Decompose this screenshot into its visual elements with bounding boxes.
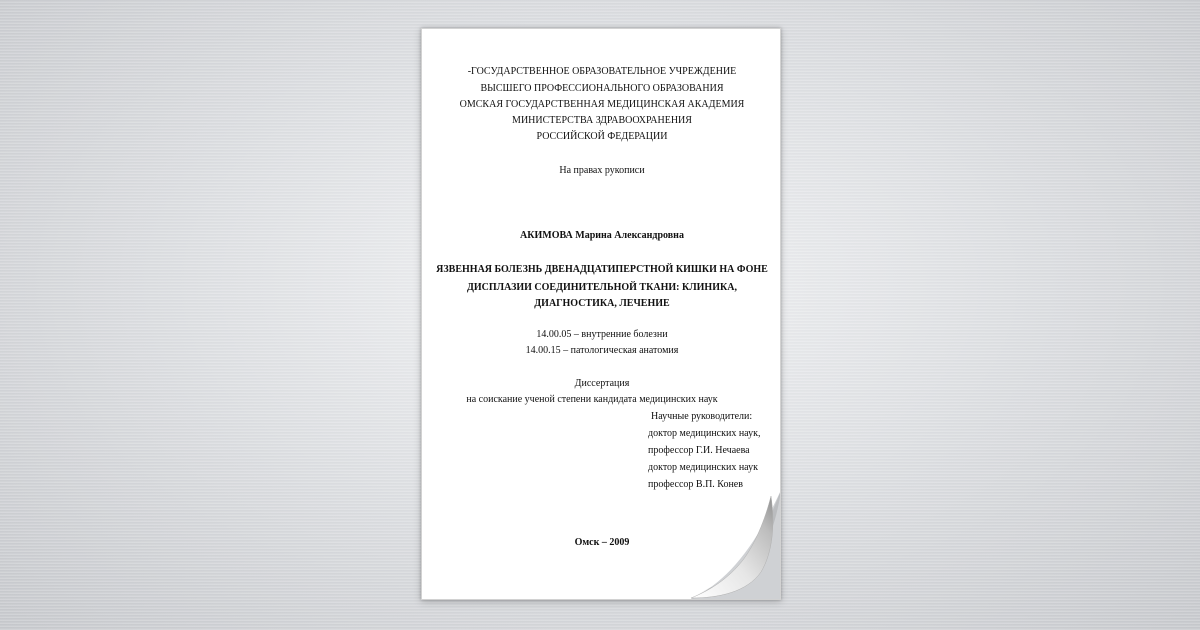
degree-line: на соискание ученой степени кандидата медицинских наук xyxy=(466,394,718,405)
institution-line-5: РОССИЙСКОЙ ФЕДЕРАЦИИ xyxy=(536,131,668,142)
title-line-3: ДИАГНОСТИКА, ЛЕЧЕНИЕ xyxy=(534,298,670,309)
author-name: АКИМОВА Марина Александровна xyxy=(520,230,684,241)
institution-line-3: ОМСКАЯ ГОСУДАРСТВЕННАЯ МЕДИЦИНСКАЯ АКАДЕМИЯ xyxy=(459,99,745,110)
specialty-2: 14.00.15 – патологическая анатомия xyxy=(525,345,679,356)
institution-line-4: МИНИСТЕРСТВА ЗДРАВООХРАНЕНИЯ xyxy=(512,115,692,126)
manuscript-rights: На правах рукописи xyxy=(559,165,645,176)
document-type: Диссертация xyxy=(574,378,630,389)
dissertation-title-page xyxy=(421,28,781,600)
supervisor-2-name: профессор В.П. Конев xyxy=(648,479,743,490)
institution-line-1: -ГОСУДАРСТВЕННОЕ ОБРАЗОВАТЕЛЬНОЕ УЧРЕЖДЕНИЕ xyxy=(467,66,737,77)
page-curl-icon xyxy=(689,490,781,600)
title-line-1: ЯЗВЕННАЯ БОЛЕЗНЬ ДВЕНАДЦАТИПЕРСТНОЙ КИШКИ НА ФОНЕ xyxy=(436,264,768,275)
specialty-1: 14.00.05 – внутренние болезни xyxy=(536,329,668,340)
place-year: Омск – 2009 xyxy=(574,537,630,548)
title-line-2: ДИСПЛАЗИИ СОЕДИНИТЕЛЬНОЙ ТКАНИ: КЛИНИКА, xyxy=(467,282,737,293)
supervisor-1-name: профессор Г.И. Нечаева xyxy=(648,445,750,456)
supervisors-block xyxy=(648,408,781,493)
supervisors-heading: Научные руководители: xyxy=(651,411,753,422)
supervisor-1-degree: доктор медицинских наук, xyxy=(648,428,761,439)
supervisor-2-degree: доктор медицинских наук xyxy=(648,462,758,473)
institution-line-2: ВЫСШЕГО ПРОФЕССИОНАЛЬНОГО ОБРАЗОВАНИЯ xyxy=(480,83,724,94)
